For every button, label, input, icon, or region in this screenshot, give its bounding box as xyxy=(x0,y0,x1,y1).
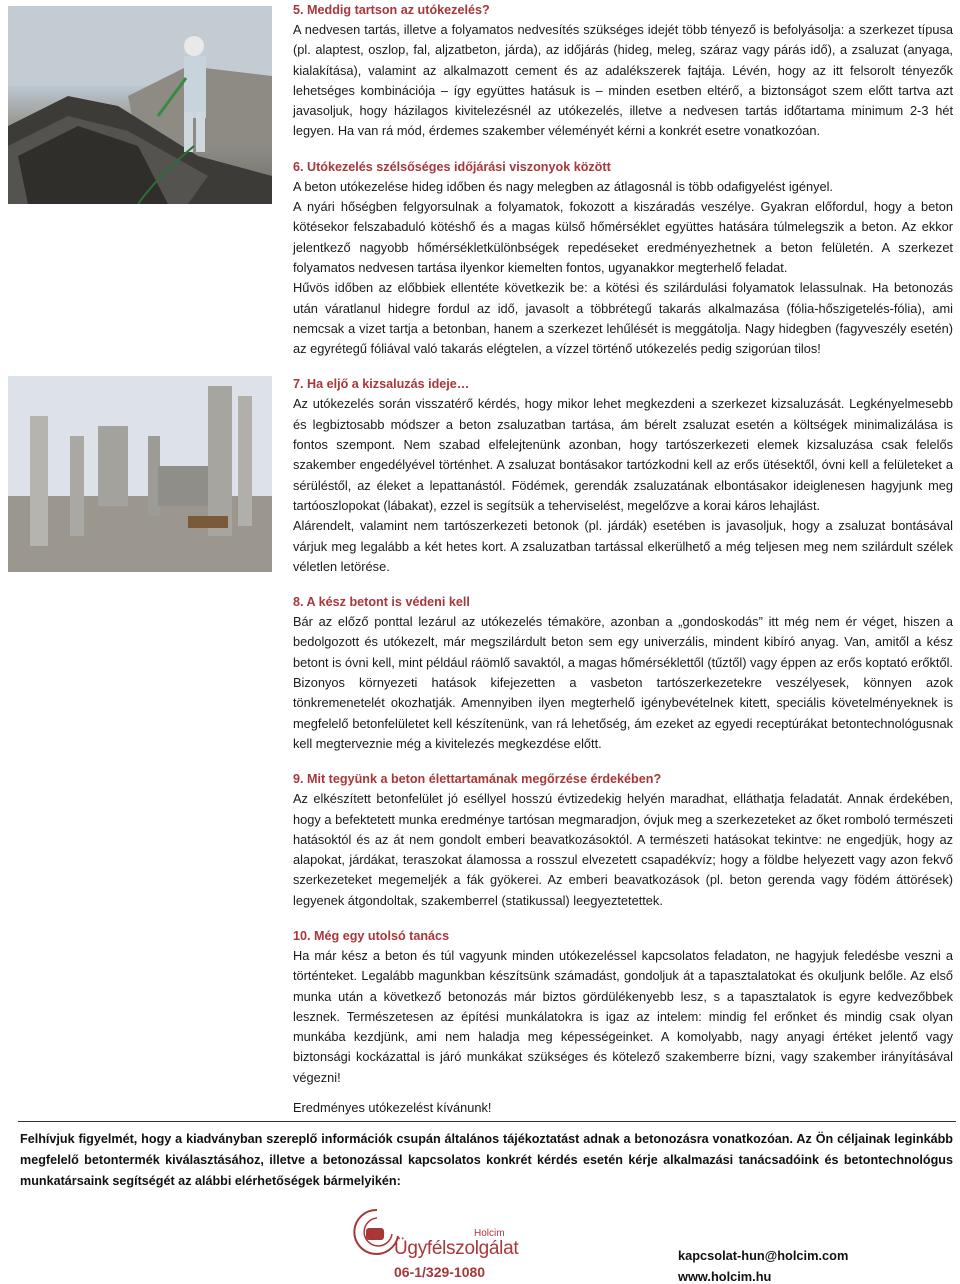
contact-block xyxy=(678,1245,848,1284)
section-heading: 5. Meddig tartson az utókezelés? xyxy=(293,3,490,17)
footer-disclaimer: Felhívjuk figyelmét, hogy a kiadványban szereplő információk csupán általános tájékoztatást adnak a betonozásra vonatkozóan. Az Ön céljainak leginkább megfelelő betontermék kiválasztásához, illetve a betonozással kapcsolatos konkrét kérdés esetén kérje alkalmazási tanácsadóink és betontechnológus munkatársaink segítségét az alábbi elérhetőségek bármelyikén: xyxy=(20,1132,953,1188)
closing-line: Eredményes utókezelést kívánunk! xyxy=(293,1100,492,1116)
section-10 xyxy=(293,926,953,1118)
paragraph: Bár az előző ponttal lezárul az utókezelés témaköre, azonban a „gondoskodás” itt még nem ér véget, hiszen a bedolgozott és utókezelt, már megszilárdult beton sem egy univerzális, mindent kibíró anyag. Van, amitől a kész betont is óvni kell, mint például ráömlő savaktól, a magas hőmérséklettől (tűztől) vagy éppen az erős koptató erőktől. Bizonyos környezeti hatások kifejezetten a vasbeton tartószerkezetekre veszélyesek, könnyen azok tönkremenetelét okozhatják. Amennyiben ilyen megterhelő igénybevételnek kitett, speciális követelményeknek is megfelelő betonfelületet kell készítenünk, van rá lehetőség, ám ezeket az egyedi receptúrákat betontechnológusnak kell megterveznie még a kivitelezés megkezdése előtt. xyxy=(293,614,953,751)
paragraph: Ha már kész a beton és túl vagyunk minden utókezeléssel kapcsolatos feladaton, ne hagyjuk feledésbe veszni a történteket. Legalább magunkban készítsünk számadást, gondoljuk át a tapasztalatokat és okuljunk belőle. Az első munka után a következő betonozás már biztos gördülékenyebb lesz, s a tapasztalatok is egyre kedvezőbbek lesznek. Természetesen az építési munkálatokra is igaz az intelem: mindig fel erőnket és mindig csak olyan munkába kezdjünk, ami nem haladja meg képességeinket. A komolyabb, nagy anyagi értéket jelentő vagy biztonsági kockázattal is járó munkákat szükséges és kötelező szakemberre bízni, vagy szakember irányításával végezni! xyxy=(293,947,953,1085)
photo-building-columns xyxy=(8,376,272,572)
section-5 xyxy=(293,0,953,142)
logo-phone: 06-1/329-1080 xyxy=(394,1264,486,1280)
paragraph: Hűvös időben az előbbiek ellentéte következik be: a kötési és szilárdulási folyamatok lelassulnak. Ha betonozás után váratlanul hidegre fordul az idő, javasolt a többrétegű takarás alkalmazása (fólia-hőszigetelés-fólia), ami nemcsak a vizet tartja a betonban, hanem a szerkezet lehűlését is meggátolja. Nagy hidegben (fagyveszély esetén) az egyrétegű fóliával való takarás elégtelen, a vízzel történő utókezelés pedig szigorúan tilos! xyxy=(293,280,953,357)
section-9 xyxy=(293,769,953,911)
article-body xyxy=(293,0,953,1133)
paragraph: Az utókezelés során visszatérő kérdés, hogy mikor lehet megkezdeni a szerkezet kizsaluzását. Legkényelmesebb és legbiztosabb módszer a beton zsaluzatban tartása, ám bérelt zsaluzat esetén a költségek minimalizálása is fontos szempont. Nem szabad elfelejtenünk azonban, hogy tartószerkezeti elemek kizsaluzása csak felelős szakember engedélyével történhet. A zsaluzat bontásakor tartózkodni kell az erős ütésektől, óvni kell a felületeket a sérüléstől, az éleket a lepattanástól. Födémek, gerendák zsaluzatának elbontásakor ideiglenesen hagyjunk meg tartóoszlopokat (lábakat), ezzel is segítsük a teherviselést, megelőzve a korai káros lehajlást. xyxy=(293,396,953,513)
web-link[interactable]: www.holcim.hu xyxy=(678,1269,772,1284)
section-heading: 8. A kész betont is védeni kell xyxy=(293,595,470,610)
paragraph: A beton utókezelése hideg időben és nagy melegben az átlagosnál is több odafigyelést igényel. xyxy=(293,178,833,194)
section-heading: 6. Utókezelés szélsőséges időjárási viszonyok között xyxy=(293,159,611,174)
section-6 xyxy=(293,157,953,360)
paragraph: A nyári hőségben felgyorsulnak a folyamatok, fokozott a kiszáradás veszélye. Gyakran előfordul, hogy a beton kötésekor felszabaduló kötéshő és a magas külső hőmérséklet együttes hatására túlmelegszik a beton. Az ekkor jelentkező nagyobb hőmérsékletkülönbségek repedéseket eredményezhetnek a beton felületén. A szerkezet folyamatos nedvesen tartása ilyenkor kiemelten fontos, ugyanakkor megterhelő feladat. xyxy=(293,199,953,275)
photo-curing-worker xyxy=(8,6,272,204)
holcim-service-logo xyxy=(352,1198,522,1284)
section-heading: 9. Mit tegyünk a beton élettartamának megőrzése érdekében? xyxy=(293,772,662,787)
email-link[interactable]: kapcsolat-hun@holcim.com xyxy=(678,1248,849,1263)
section-heading: 10. Még egy utolsó tanács xyxy=(293,928,450,943)
logo-title: Ügyfélszolgálat xyxy=(394,1238,519,1259)
section-heading: 7. Ha eljő a kizsaluzás ideje… xyxy=(293,377,470,392)
footer-divider xyxy=(18,1121,956,1122)
section-7 xyxy=(293,374,953,577)
paragraph: A nedvesen tartás, illetve a folyamatos nedvesítés szükséges idejét több tényező is befolyásolja: a szerkezet típusa (pl. alaptest, oszlop, fal, aljzatbeton, járda), az időjárás (hideg, meleg, száraz vagy párás idő), a zsaluzat (anyaga, kialakítása), valamint az alkalmazott cement és az adalékszerek fajtája. Lévén, hogy az itt felsorolt tényezők lehetséges kombinációja – így együttes hatásuk is – minden esetben eltérő, a biztonságot szem előtt tartva azt javasoljuk, hogy házilagos kivitelezésnél az utókezelés, illetve a nedvesen tartás időtartama minimum 2-3 hét legyen. Ha van rá mód, érdemes szakember véleményét kérni a konkrét esetre vonatkozóan. xyxy=(293,22,953,139)
paragraph: Alárendelt, valamint nem tartószerkezeti betonok (pl. járdák) esetében is javasoljuk, hogy a zsaluzat bontásával várjuk meg legalább a két hetes kort. A zsaluzatban tartással elkerülhető a még teljesen meg nem szilárdult szélek véletlen letörése. xyxy=(293,518,953,574)
logo-brand: Holcim xyxy=(474,1228,505,1239)
section-8 xyxy=(293,592,953,754)
paragraph: Az elkészített betonfelület jó eséllyel hosszú évtizedekig helyén maradhat, elláthatja feladatát. Annak érdekében, hogy a befektetett munka eredménye tartósan megmaradjon, óvjuk meg a szerkezeteket az őket romboló természeti hatásoktól és az át nem gondolt emberi beavatkozásoktól. A természeti hatásokat tekintve: ne engedjük, hogy az alapokat, járdákat, teraszokat álamossa a rosszul elvezetett csapadékvíz; hogy a földbe helyezett vagy azon fekvő szerkezeteket megemeljék a fák gyökerei. Az emberi beavatkozások (pl. beton gerenda vagy födém áttörések) legyenek átgondoltak, szakemberrel (statikussal) leegyeztetettek. xyxy=(293,791,953,908)
